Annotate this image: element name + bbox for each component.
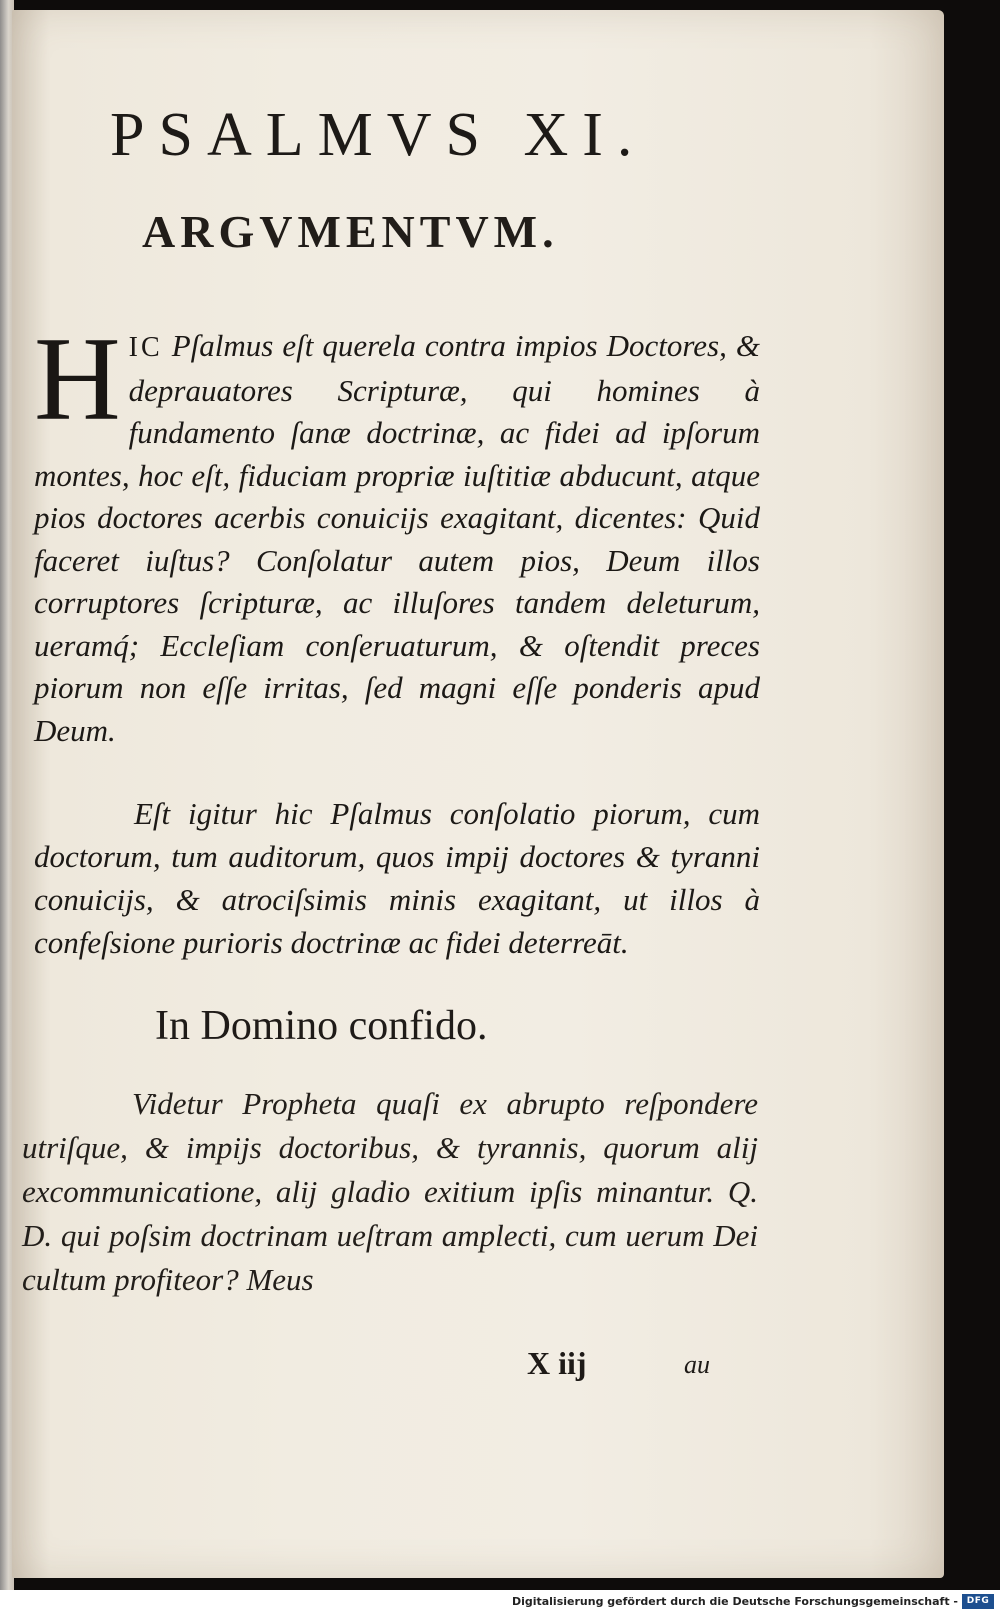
- drop-capital: H: [34, 312, 121, 445]
- dfg-logo-icon: DFG: [962, 1594, 994, 1609]
- second-paragraph: Eſt igitur hic Pſalmus conſolatio piorum, cum doctorum, tum auditorum, quos impij doctores & tyranni conuicijs, & atrociſsimis minis exagitant, ut illos à confeſsione purioris doctrinæ ac fidei deterreāt.: [34, 796, 760, 960]
- footer-credit: Digitalisierung gefördert durch die Deutsche Forschungsgemeinschaft -: [511, 1595, 958, 1608]
- signature-mark: X iij: [527, 1345, 587, 1381]
- commentary-paragraph: Videtur Propheta quaſi ex abrupto reſpondere utriſque, & impijs doctoribus, & tyrannis, quorum alij excommunicatione, alij gladio exitium ipſis minantur. Q. D. qui poſsim doctrinam ueſtram amplecti, cum uerum Dei cultum profiteor? Meus: [22, 1086, 758, 1297]
- psalm-title: PSALMVS XI.: [110, 101, 647, 169]
- argument-text: Pſalmus eſt querela contra impios Doctores, & deprauatores Scripturæ, qui homines à fundamento ſanæ doctrinæ, ac fidei ad ipſorum montes, hoc eſt, fiduciam propriæ iuſtitiæ abducunt, atque pios doctores acerbis conuicijs exagitant, dicentes: Quid faceret iuſtus? Conſolatur autem pios, Deum illos corruptores ſcripturæ, ac illuſores tandem deleturum, ueramq́; Eccleſiam conſeruaturum, & oſtendit preces piorum non eſſe irritas, ſed magni eſſe ponderis apud Deum.: [34, 328, 760, 748]
- argument-heading: ARGVMENTVM.: [142, 206, 559, 257]
- catchword: au: [684, 1350, 710, 1379]
- argument-paragraph: [34, 312, 760, 752]
- argument-lead: IC: [128, 332, 163, 363]
- verse-heading: In Domino confido.: [155, 1003, 488, 1049]
- footer-bar: [0, 1590, 1000, 1614]
